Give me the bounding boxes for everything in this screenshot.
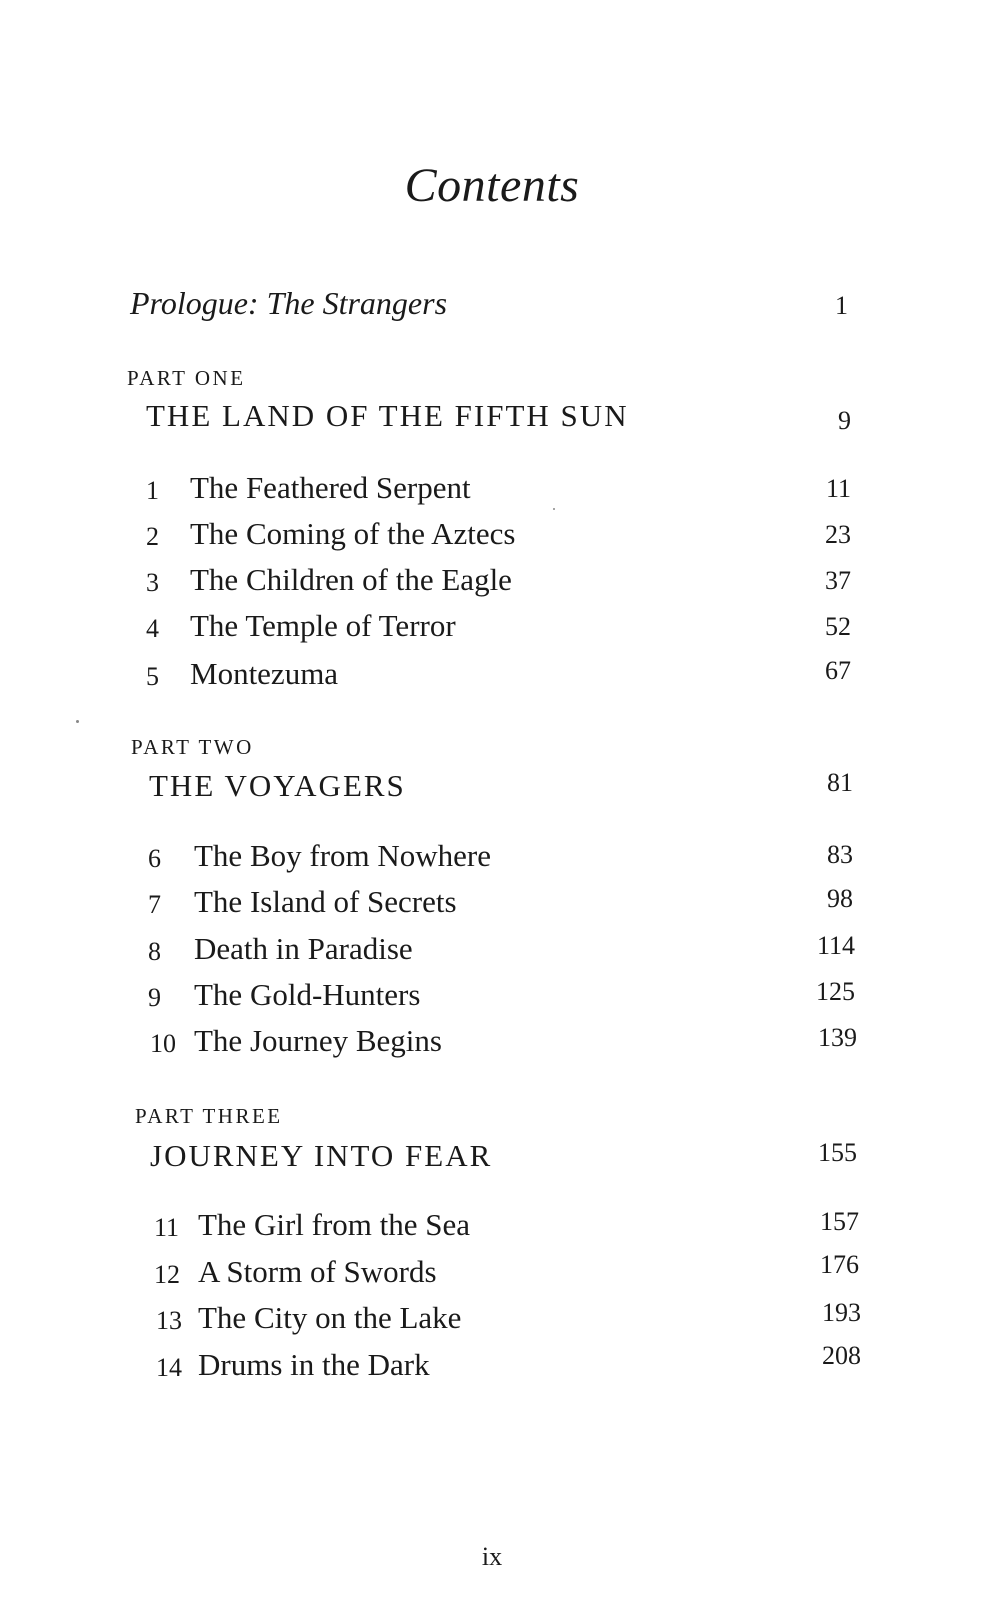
chapter-title: Death in Paradise xyxy=(194,931,413,966)
chapter-title: The Gold-Hunters xyxy=(194,977,421,1012)
prologue-page: 1 xyxy=(835,291,848,320)
chapter-number: 8 xyxy=(148,937,161,966)
toc-entry-chapter[interactable] xyxy=(0,470,984,514)
chapter-number: 7 xyxy=(148,890,161,919)
chapter-title: The City on the Lake xyxy=(198,1300,462,1335)
page-number: ix xyxy=(481,1542,503,1571)
chapter-title: The Feathered Serpent xyxy=(190,470,471,505)
toc-entry-part-one[interactable] xyxy=(0,398,984,442)
chapter-page: 98 xyxy=(827,884,853,913)
toc-entry-prologue[interactable] xyxy=(0,285,984,329)
chapter-title: Drums in the Dark xyxy=(198,1347,430,1382)
part-label: PART TWO xyxy=(131,735,254,759)
chapter-page: 52 xyxy=(825,612,851,641)
chapter-number: 11 xyxy=(154,1213,180,1242)
chapter-title: The Boy from Nowhere xyxy=(194,838,491,873)
part-title: JOURNEY INTO FEAR xyxy=(150,1138,493,1173)
toc-entry-chapter[interactable] xyxy=(0,1250,984,1298)
part-label: PART THREE xyxy=(135,1104,283,1128)
toc-entry-chapter[interactable] xyxy=(0,1341,984,1391)
chapter-number: 14 xyxy=(156,1353,182,1382)
chapter-number: 12 xyxy=(154,1260,180,1289)
chapter-page: 157 xyxy=(820,1207,859,1236)
part-page: 155 xyxy=(818,1138,857,1167)
paper-speck xyxy=(76,720,79,723)
chapter-number: 5 xyxy=(146,662,159,691)
chapter-page: 11 xyxy=(825,474,851,503)
toc-entry-chapter[interactable] xyxy=(0,516,984,560)
chapter-page: 67 xyxy=(825,656,851,685)
chapter-number: 10 xyxy=(150,1029,176,1058)
chapter-title: A Storm of Swords xyxy=(198,1254,437,1289)
chapter-page: 83 xyxy=(827,840,853,869)
toc-entry-chapter[interactable] xyxy=(0,562,984,606)
toc-entry-chapter[interactable] xyxy=(0,1300,984,1344)
part-title: THE VOYAGERS xyxy=(149,768,406,803)
chapter-number: 1 xyxy=(146,476,159,505)
chapter-number: 3 xyxy=(146,568,159,597)
part-page: 9 xyxy=(838,406,851,435)
toc-entry-chapter[interactable] xyxy=(0,608,984,652)
chapter-number: 2 xyxy=(146,522,159,551)
chapter-title: The Children of the Eagle xyxy=(190,562,512,597)
toc-entry-chapter[interactable] xyxy=(0,1207,984,1251)
toc-entry-chapter[interactable] xyxy=(0,1023,984,1067)
chapter-page: 139 xyxy=(818,1023,857,1052)
part-title: THE LAND OF THE FIFTH SUN xyxy=(146,398,629,433)
chapter-number: 6 xyxy=(148,844,161,873)
toc-entry-chapter[interactable] xyxy=(0,656,984,700)
toc-entry-chapter[interactable] xyxy=(0,931,984,975)
chapter-page: 176 xyxy=(820,1250,859,1279)
chapter-title: The Temple of Terror xyxy=(190,608,456,643)
chapter-title: The Journey Begins xyxy=(194,1023,442,1058)
toc-entry-chapter[interactable] xyxy=(0,977,984,1021)
toc-entry-part-three[interactable] xyxy=(0,1138,984,1182)
chapter-number: 9 xyxy=(148,983,161,1012)
paper-speck xyxy=(553,508,555,510)
prologue-title: Prologue: The Strangers xyxy=(130,285,448,321)
page-title: Contents xyxy=(404,159,580,212)
chapter-page: 125 xyxy=(816,977,855,1006)
toc-entry-chapter[interactable] xyxy=(0,884,984,928)
chapter-title: The Coming of the Aztecs xyxy=(190,516,516,551)
chapter-page: 208 xyxy=(822,1341,861,1370)
chapter-number: 4 xyxy=(146,614,159,643)
part-label: PART ONE xyxy=(127,366,246,390)
chapter-title: The Island of Secrets xyxy=(194,884,457,919)
chapter-page: 37 xyxy=(825,566,851,595)
chapter-number: 13 xyxy=(156,1306,182,1335)
chapter-title: Montezuma xyxy=(190,656,339,691)
chapter-page: 114 xyxy=(816,931,855,960)
toc-entry-part-two[interactable] xyxy=(0,768,984,812)
chapter-page: 23 xyxy=(825,520,851,549)
chapter-page: 193 xyxy=(822,1298,861,1327)
chapter-title: The Girl from the Sea xyxy=(198,1207,471,1242)
part-page: 81 xyxy=(827,768,853,797)
toc-entry-chapter[interactable] xyxy=(0,838,984,882)
